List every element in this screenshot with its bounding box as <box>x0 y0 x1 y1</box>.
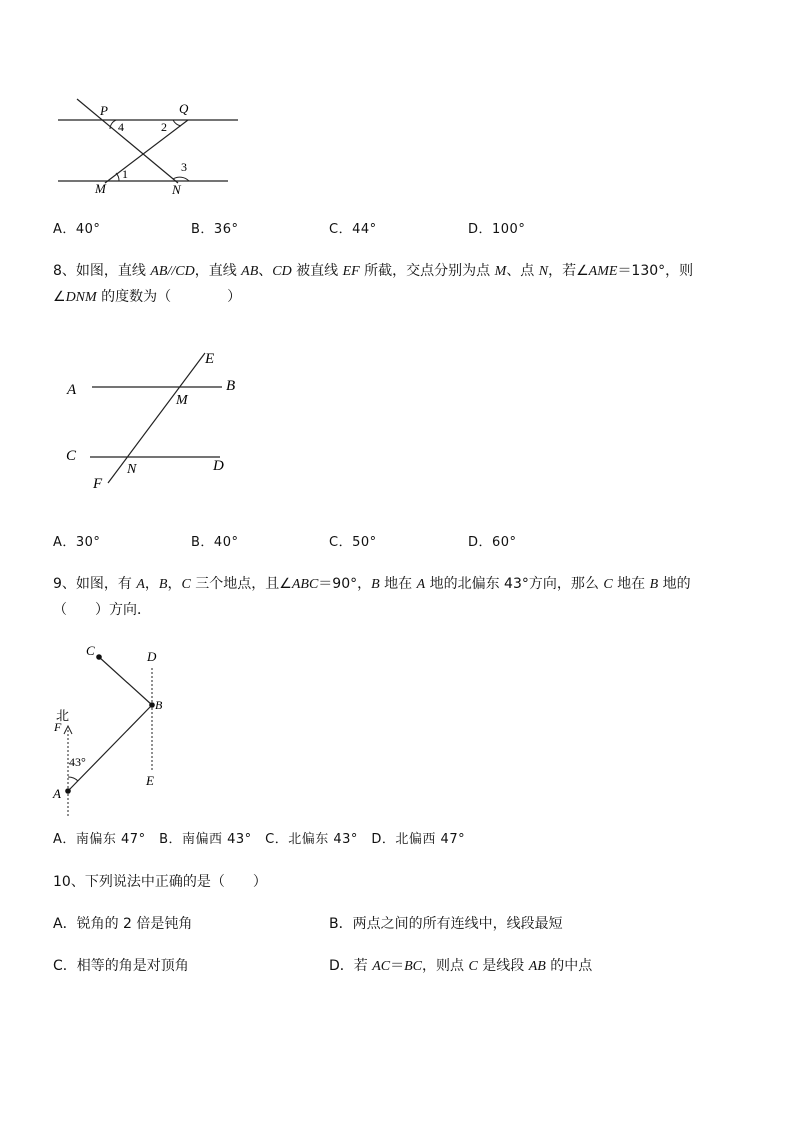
q9-figure <box>48 640 178 825</box>
q8-figure <box>55 340 255 500</box>
q8-label-b: B <box>226 378 236 394</box>
q8-stem-line1: 8、如图，直线 AB//CD，直线 AB、CD 被直线 EF 所截，交点分别为点 M、点 N，若∠AME＝130°，则 <box>53 263 694 279</box>
q9-label-b: B <box>155 698 163 712</box>
q7-label-p: P <box>100 103 108 118</box>
q9-label-d: D <box>147 649 157 664</box>
q10-option-b: B．两点之间的所有连线中，线段最短 <box>329 916 563 932</box>
q9-label-north: 北 <box>56 709 70 724</box>
q8-option-b: B．40° <box>191 535 239 550</box>
q7-label-1: 1 <box>122 167 128 181</box>
q9-point-a <box>65 788 71 794</box>
q7-angle-arc-2 <box>173 120 181 126</box>
q7-label-q: Q <box>179 101 189 116</box>
q9-segment-ab <box>68 705 152 791</box>
q7-option-c: C．44° <box>329 222 377 237</box>
q10-option-c: C．相等的角是对顶角 <box>53 958 189 974</box>
q7-angle-arc-1 <box>116 173 119 181</box>
q7-option-b: B．36° <box>191 222 239 237</box>
q9-label-a: A <box>53 786 61 801</box>
q9-options: A．南偏东 47° B．南偏西 43° C．北偏东 43° D．北偏西 47° <box>53 832 466 847</box>
q8-stem-line2: ∠DNM 的度数为（ ） <box>53 289 242 305</box>
q9-stem-line2: （ ）方向． <box>53 602 151 618</box>
q7-option-d: D．100° <box>468 222 526 237</box>
q8-label-e: E <box>205 351 215 367</box>
q7-label-m: M <box>95 181 106 196</box>
q10-stem: 10、下列说法中正确的是（ ） <box>53 874 267 890</box>
q9-angle-arc-43 <box>68 777 78 781</box>
q9-point-b <box>149 702 155 708</box>
q7-figure <box>50 95 240 200</box>
q10-option-a: A．锐角的 2 倍是钝角 <box>53 916 193 932</box>
q7-label-2: 2 <box>161 120 167 134</box>
q9-label-c: C <box>86 643 95 658</box>
q9-stem-line1: 9、如图，有 A，B，C 三个地点，且∠ABC＝90°，B 地在 A 地的北偏东 43°方向，那么 C 地在 B 地的 <box>53 576 691 592</box>
q9-label-angle: 43° <box>69 755 86 769</box>
q10-option-d: D．若 AC＝BC，则点 C 是线段 AB 的中点 <box>329 958 593 974</box>
q7-label-4: 4 <box>118 120 124 134</box>
q7-label-n: N <box>172 182 181 197</box>
q9-label-f: F <box>54 720 62 734</box>
q8-line-ef <box>108 353 205 483</box>
q8-label-n: N <box>127 462 137 477</box>
q9-label-e: E <box>146 773 154 788</box>
q8-label-f: F <box>93 476 103 492</box>
q9-segment-cb <box>99 657 152 705</box>
q8-label-m: M <box>176 393 188 408</box>
q9-point-c <box>96 654 102 660</box>
q8-option-d: D．60° <box>468 535 517 550</box>
q8-label-a: A <box>67 382 77 398</box>
q8-label-d: D <box>213 458 224 474</box>
q8-option-c: C．50° <box>329 535 377 550</box>
q7-label-3: 3 <box>181 160 187 174</box>
q8-option-a: A．30° <box>53 535 101 550</box>
q8-label-c: C <box>66 448 77 464</box>
q7-option-a: A．40° <box>53 222 101 237</box>
